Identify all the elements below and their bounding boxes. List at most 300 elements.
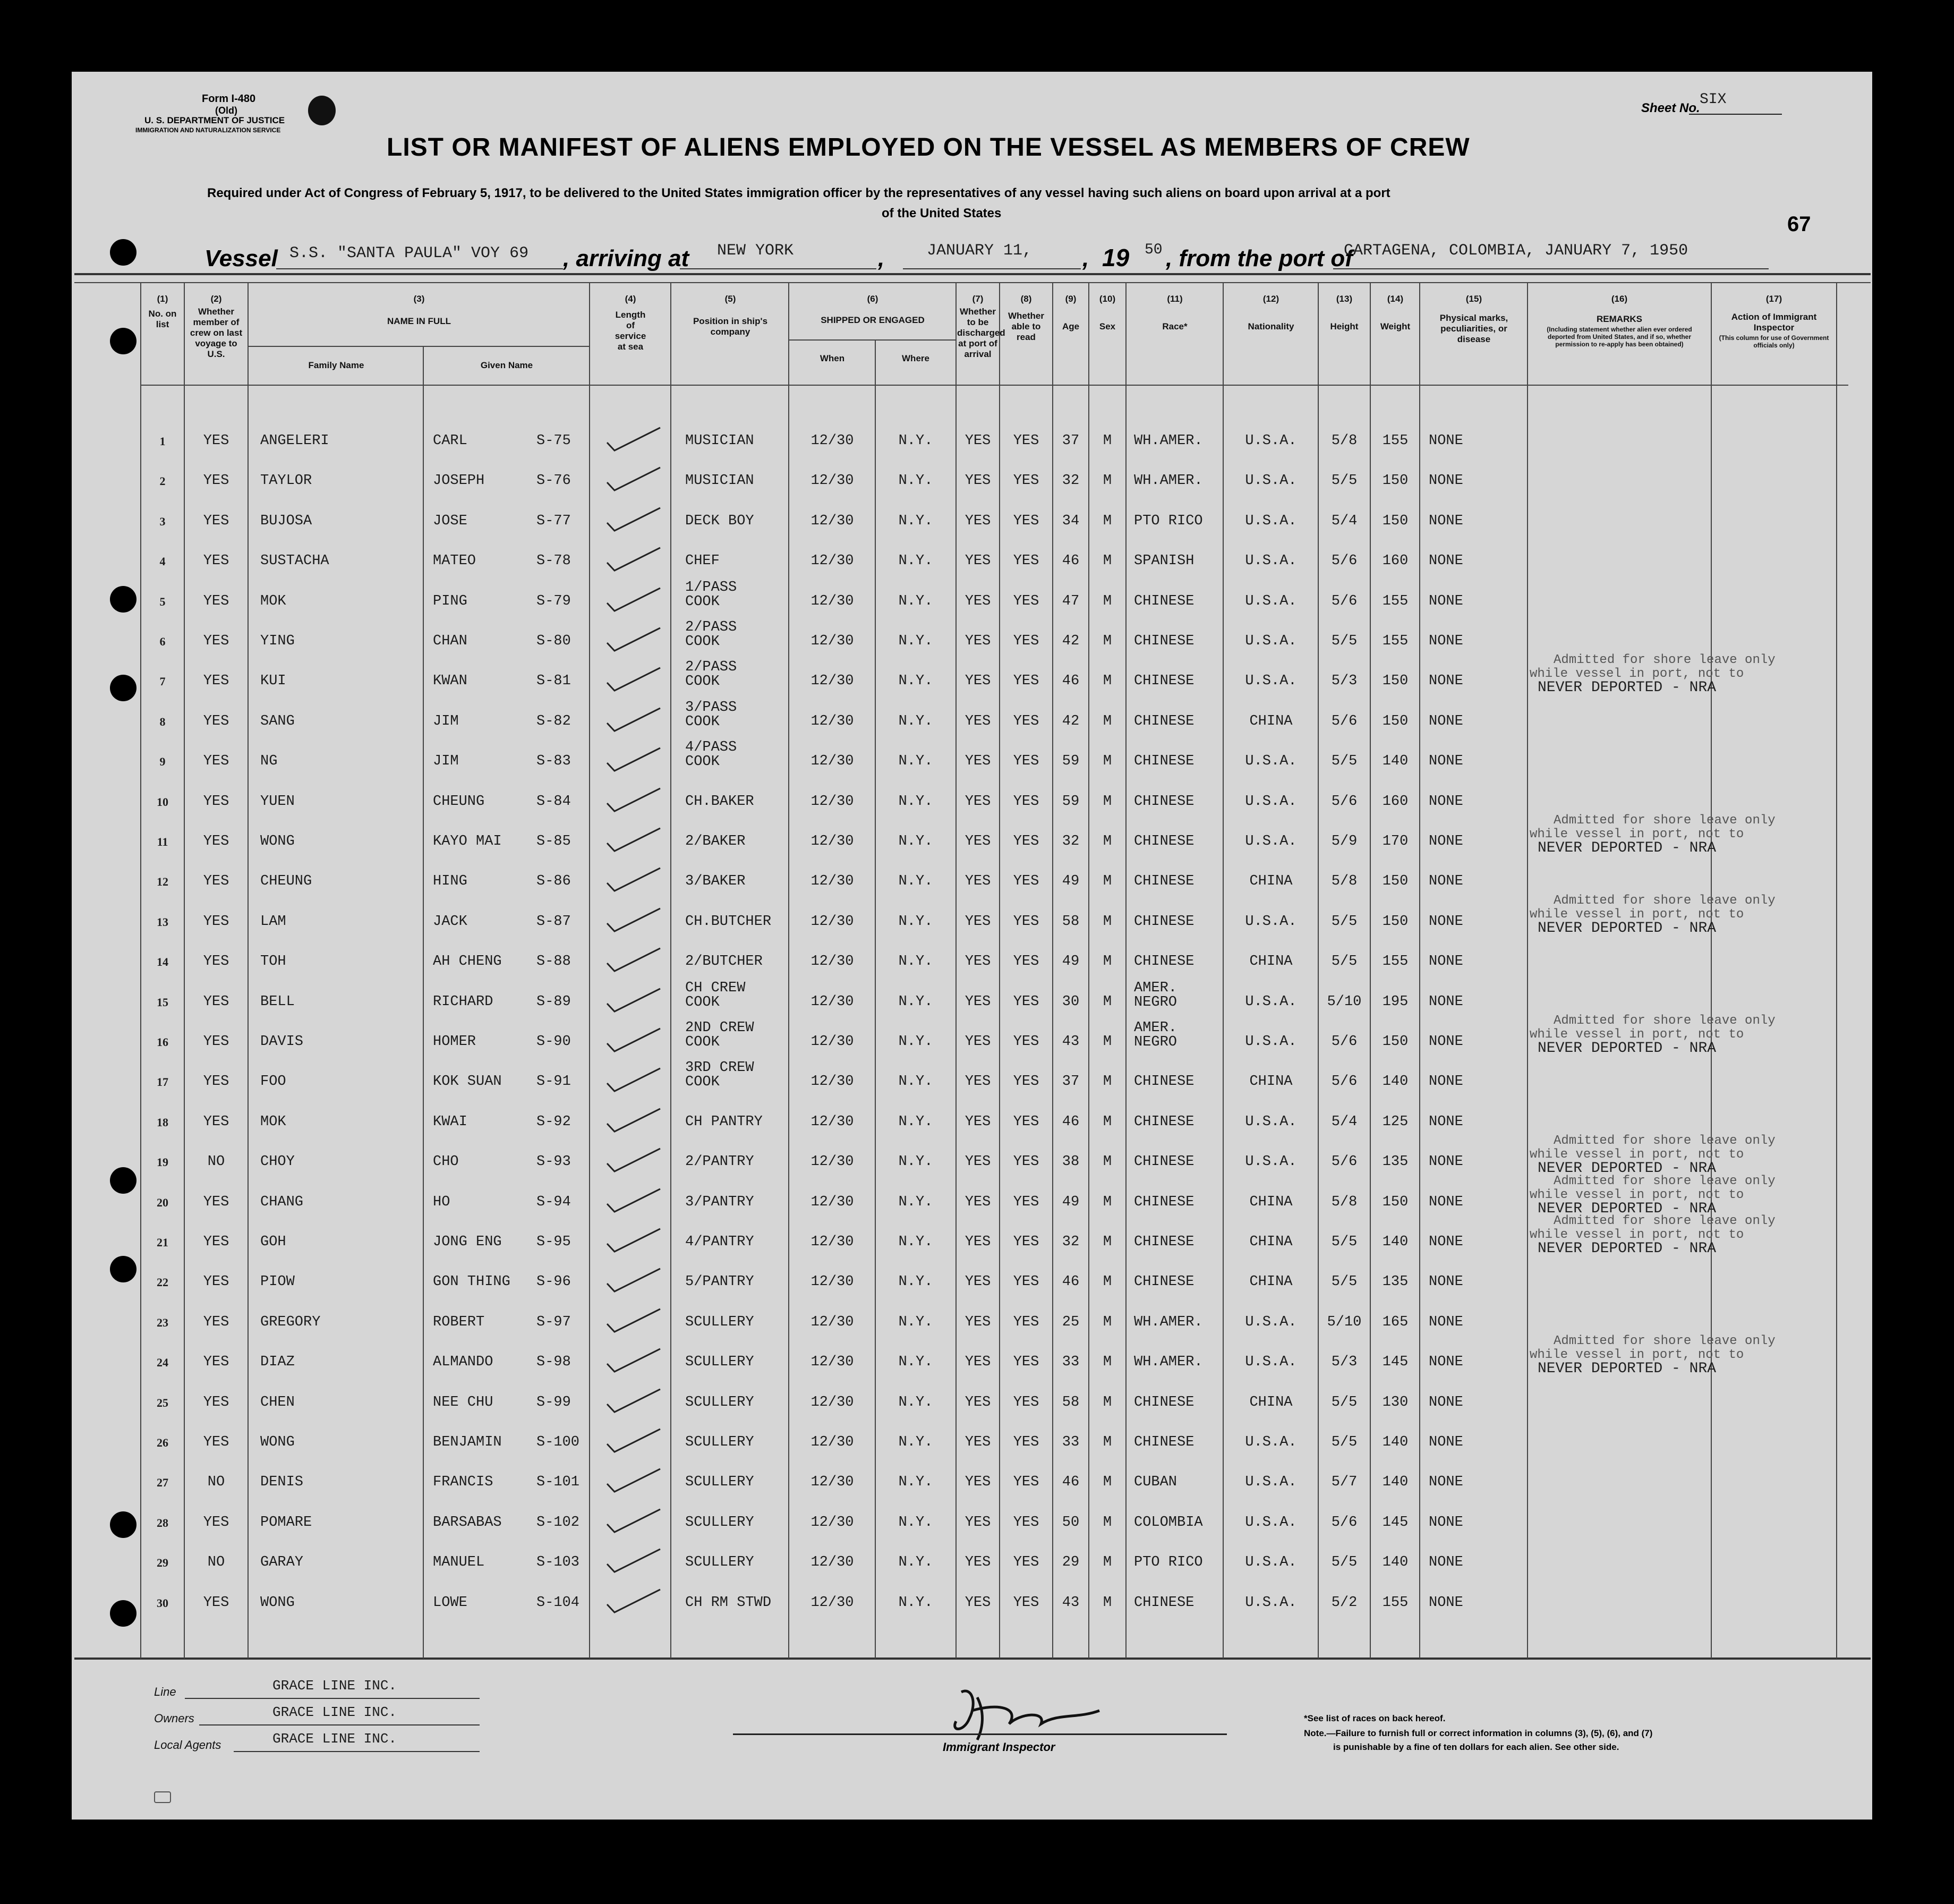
- family-name-cell: FOO: [260, 1074, 286, 1090]
- able-to-read-cell: YES: [1013, 1595, 1039, 1611]
- check-mark: [603, 1062, 667, 1099]
- remark-line: while vessel in port, not to: [1530, 1148, 1744, 1162]
- sheet-label: Sheet No.: [1641, 101, 1700, 115]
- given-name-cell: KOK SUAN: [433, 1074, 502, 1090]
- given-name-cell: GON THING: [433, 1274, 510, 1290]
- race-cell: CHINESE: [1134, 1274, 1194, 1290]
- height-cell: 5/5: [1331, 753, 1358, 769]
- row-number: 6: [159, 635, 166, 648]
- shipped-when-cell: 12/30: [810, 633, 854, 649]
- position-cell: 1/PASS COOK: [685, 580, 737, 610]
- physical-marks-cell: NONE: [1429, 914, 1463, 930]
- discharged-cell: YES: [965, 873, 991, 889]
- age-cell: 33: [1062, 1354, 1080, 1370]
- form-old: (Old): [215, 105, 237, 116]
- weight-cell: 145: [1382, 1354, 1409, 1370]
- given-name-cell: BENJAMIN: [433, 1434, 502, 1450]
- weight-cell: 140: [1382, 1074, 1409, 1090]
- discharged-cell: YES: [965, 513, 991, 529]
- col4-header: [591, 294, 670, 352]
- col-title: Age: [1062, 321, 1080, 332]
- nationality-cell: CHINA: [1249, 1395, 1293, 1410]
- family-name-cell: SANG: [260, 713, 295, 729]
- physical-marks-cell: NONE: [1429, 1234, 1463, 1250]
- able-to-read-cell: YES: [1013, 1314, 1039, 1330]
- given-name-cell: LOWE: [433, 1595, 467, 1611]
- shipped-where-cell: N.Y.: [898, 994, 933, 1010]
- nationality-cell: U.S.A.: [1245, 1434, 1297, 1450]
- shipped-when-cell: 12/30: [810, 994, 854, 1010]
- remark-line: Admitted for shore leave only: [1554, 1134, 1776, 1148]
- sex-cell: M: [1103, 1554, 1112, 1570]
- serial-cell: S-97: [536, 1314, 571, 1330]
- col-number: (1): [157, 294, 168, 304]
- height-cell: 5/5: [1331, 1234, 1358, 1250]
- race-cell: CHINESE: [1134, 1434, 1194, 1450]
- shipped-when-cell: 12/30: [810, 1354, 854, 1370]
- weight-cell: 140: [1382, 1474, 1409, 1490]
- prior-voyage-cell: NO: [207, 1554, 225, 1570]
- discharged-cell: YES: [965, 1314, 991, 1330]
- sex-cell: M: [1103, 1034, 1112, 1050]
- height-cell: 5/5: [1331, 954, 1358, 970]
- race-cell: WH.AMER.: [1134, 1314, 1203, 1330]
- able-to-read-cell: YES: [1013, 1554, 1039, 1570]
- shipped-where-cell: N.Y.: [898, 1314, 933, 1330]
- nationality-cell: U.S.A.: [1245, 1515, 1297, 1531]
- height-cell: 5/5: [1331, 1554, 1358, 1570]
- prior-voyage-cell: YES: [203, 1034, 229, 1050]
- position-cell: 2/PASS COOK: [685, 619, 737, 650]
- family-name-cell: MOK: [260, 593, 286, 609]
- shipped-where-cell: N.Y.: [898, 473, 933, 489]
- never-deported-stamp: NEVER DEPORTED - NRA: [1538, 679, 1717, 696]
- able-to-read-cell: YES: [1013, 914, 1039, 930]
- position-cell: 2/BUTCHER: [685, 954, 763, 970]
- check-mark: [603, 1342, 667, 1380]
- shipped-when-cell: 12/30: [810, 753, 854, 769]
- race-cell: CHINESE: [1134, 1154, 1194, 1170]
- serial-cell: S-96: [536, 1274, 571, 1290]
- inspector-line: [733, 1733, 1227, 1735]
- height-cell: 5/2: [1331, 1595, 1358, 1611]
- serial-cell: S-101: [536, 1474, 580, 1490]
- nationality-cell: U.S.A.: [1245, 1034, 1297, 1050]
- physical-marks-cell: NONE: [1429, 954, 1463, 970]
- remark-line: Admitted for shore leave only: [1554, 894, 1776, 908]
- check-mark: [603, 1383, 667, 1420]
- nationality-cell: U.S.A.: [1245, 1354, 1297, 1370]
- sex-cell: M: [1103, 1274, 1112, 1290]
- col1-header: [143, 294, 182, 330]
- discharged-cell: YES: [965, 1354, 991, 1370]
- weight-cell: 140: [1382, 1434, 1409, 1450]
- weight-cell: 125: [1382, 1114, 1409, 1130]
- sex-cell: M: [1103, 834, 1112, 849]
- given-name-cell: JIM: [433, 713, 459, 729]
- position-cell: SCULLERY: [685, 1314, 754, 1330]
- able-to-read-cell: YES: [1013, 553, 1039, 569]
- discharged-cell: YES: [965, 1554, 991, 1570]
- shipped-where-cell: N.Y.: [898, 914, 933, 930]
- row-number: 17: [157, 1075, 168, 1089]
- position-cell: SCULLERY: [685, 1354, 754, 1370]
- family-name-cell: WONG: [260, 1434, 295, 1450]
- race-cell: CHINESE: [1134, 1114, 1194, 1130]
- serial-cell: S-92: [536, 1114, 571, 1130]
- age-cell: 34: [1062, 513, 1080, 529]
- family-name-cell: BELL: [260, 994, 295, 1010]
- remark-line: while vessel in port, not to: [1530, 667, 1744, 681]
- height-cell: 5/5: [1331, 1274, 1358, 1290]
- agents-underline: [234, 1751, 480, 1752]
- row-number: 26: [157, 1436, 168, 1449]
- form-number: Form I-480: [202, 93, 256, 105]
- shipped-when-cell: 12/30: [810, 713, 854, 729]
- weight-cell: 150: [1382, 513, 1409, 529]
- row-number: 1: [159, 435, 166, 448]
- shipped-where-cell: N.Y.: [898, 1395, 933, 1410]
- owners-value: GRACE LINE INC.: [272, 1704, 397, 1720]
- family-name-cell: SUSTACHA: [260, 553, 329, 569]
- check-mark: [603, 1583, 667, 1620]
- nationality-cell: CHINA: [1249, 713, 1293, 729]
- col-number: (2): [210, 294, 222, 304]
- col-title: Weight: [1380, 321, 1411, 332]
- remark-annotation: [1530, 1014, 1776, 1056]
- race-cell: CUBAN: [1134, 1474, 1177, 1490]
- col14-header: [1371, 294, 1419, 332]
- shipped-when-cell: 12/30: [810, 873, 854, 889]
- discharged-cell: YES: [965, 433, 991, 449]
- col-number: (15): [1465, 294, 1482, 304]
- age-cell: 42: [1062, 713, 1080, 729]
- prior-voyage-cell: YES: [203, 1515, 229, 1531]
- age-cell: 58: [1062, 914, 1080, 930]
- col5-header: [672, 294, 788, 337]
- penalty-note-line2: is punishable by a fine of ten dollars for each alien. See other side.: [1333, 1742, 1619, 1752]
- col-subtitle: (This column for use of Government officials only): [1719, 334, 1829, 349]
- col9-header: [1054, 294, 1088, 332]
- weight-cell: 130: [1382, 1395, 1409, 1410]
- age-cell: 59: [1062, 753, 1080, 769]
- col-subtitle: (Including statement whether alien ever ordered deported from United States, and if so, whether permission to re-apply has been obtained): [1547, 326, 1692, 348]
- row-number: 19: [157, 1155, 168, 1169]
- race-cell: CHINESE: [1134, 1595, 1194, 1611]
- row-number: 24: [157, 1356, 168, 1369]
- height-cell: 5/5: [1331, 1434, 1358, 1450]
- check-mark: [603, 782, 667, 819]
- sex-cell: M: [1103, 1595, 1112, 1611]
- position-cell: SCULLERY: [685, 1395, 754, 1410]
- discharged-cell: YES: [965, 1274, 991, 1290]
- height-cell: 5/5: [1331, 914, 1358, 930]
- race-cell: WH.AMER.: [1134, 473, 1203, 489]
- family-name-cell: POMARE: [260, 1515, 312, 1531]
- height-cell: 5/4: [1331, 1114, 1358, 1130]
- shipped-where-cell: N.Y.: [898, 673, 933, 689]
- remark-line: Admitted for shore leave only: [1554, 1174, 1776, 1188]
- shipped-when-cell: 12/30: [810, 1554, 854, 1570]
- shipped-where-cell: N.Y.: [898, 794, 933, 810]
- race-cell: CHINESE: [1134, 673, 1194, 689]
- line-value: GRACE LINE INC.: [272, 1678, 397, 1694]
- family-name-cell: DIAZ: [260, 1354, 295, 1370]
- nationality-cell: CHINA: [1249, 1274, 1293, 1290]
- weight-cell: 150: [1382, 873, 1409, 889]
- sex-cell: M: [1103, 433, 1112, 449]
- height-cell: 5/4: [1331, 513, 1358, 529]
- age-cell: 29: [1062, 1554, 1080, 1570]
- row-number: 7: [159, 675, 166, 688]
- nationality-cell: U.S.A.: [1245, 433, 1297, 449]
- family-name-cell: CHOY: [260, 1154, 295, 1170]
- able-to-read-cell: YES: [1013, 1234, 1039, 1250]
- check-mark: [603, 942, 667, 979]
- prior-voyage-cell: YES: [203, 513, 229, 529]
- age-cell: 37: [1062, 1074, 1080, 1090]
- shipped-where-cell: N.Y.: [898, 1234, 933, 1250]
- discharged-cell: YES: [965, 1194, 991, 1210]
- shipped-where-cell: N.Y.: [898, 1595, 933, 1611]
- sex-cell: M: [1103, 753, 1112, 769]
- check-mark: [603, 1222, 667, 1260]
- form-dept: U. S. DEPARTMENT OF JUSTICE: [144, 115, 285, 125]
- height-cell: 5/7: [1331, 1474, 1358, 1490]
- discharged-cell: YES: [965, 954, 991, 970]
- race-cell: CHINESE: [1134, 593, 1194, 609]
- able-to-read-cell: YES: [1013, 1354, 1039, 1370]
- sex-cell: M: [1103, 1434, 1112, 1450]
- shipped-where-cell: N.Y.: [898, 753, 933, 769]
- remark-annotation: [1530, 1214, 1776, 1256]
- age-cell: 59: [1062, 794, 1080, 810]
- discharged-cell: YES: [965, 553, 991, 569]
- sex-cell: M: [1103, 593, 1112, 609]
- physical-marks-cell: NONE: [1429, 1274, 1463, 1290]
- shipped-where-cell: N.Y.: [898, 1554, 933, 1570]
- weight-cell: 170: [1382, 834, 1409, 849]
- sex-cell: M: [1103, 473, 1112, 489]
- subtitle-line1: Required under Act of Congress of February 5, 1917, to be delivered to the United States immigration officer by the representatives of any vessel having such aliens on board upon arrival at a port: [207, 186, 1390, 200]
- comma: ,: [878, 245, 885, 271]
- serial-cell: S-83: [536, 753, 571, 769]
- row-number: 28: [157, 1516, 168, 1529]
- nationality-cell: U.S.A.: [1245, 473, 1297, 489]
- position-cell: 4/PASS COOK: [685, 740, 737, 770]
- nationality-cell: CHINA: [1249, 954, 1293, 970]
- able-to-read-cell: YES: [1013, 473, 1039, 489]
- sheet-value: SIX: [1700, 91, 1727, 108]
- year-suffix: 50: [1145, 242, 1163, 258]
- sex-cell: M: [1103, 633, 1112, 649]
- serial-cell: S-76: [536, 473, 571, 489]
- age-cell: 47: [1062, 593, 1080, 609]
- nationality-cell: U.S.A.: [1245, 1314, 1297, 1330]
- given-name-cell: RICHARD: [433, 994, 493, 1010]
- col-number: (16): [1611, 294, 1628, 304]
- shipped-when-cell: 12/30: [810, 593, 854, 609]
- position-cell: MUSICIAN: [685, 433, 754, 449]
- from-port-label: , from the port of: [1166, 245, 1353, 271]
- shipped-where-cell: N.Y.: [898, 513, 933, 529]
- row-number: 4: [159, 555, 166, 568]
- physical-marks-cell: NONE: [1429, 553, 1463, 569]
- race-cell: CHINESE: [1134, 713, 1194, 729]
- position-cell: CH RM STWD: [685, 1595, 772, 1611]
- from-port-value: CARTAGENA, COLOMBIA, JANUARY 7, 1950: [1344, 242, 1688, 260]
- weight-cell: 150: [1382, 473, 1409, 489]
- given-name-cell: BARSABAS: [433, 1515, 502, 1531]
- shipped-when-cell: 12/30: [810, 1194, 854, 1210]
- check-mark: [603, 502, 667, 539]
- row-number: 18: [157, 1116, 168, 1129]
- given-name-cell: CHAN: [433, 633, 467, 649]
- weight-cell: 150: [1382, 1194, 1409, 1210]
- col2-header: [186, 294, 246, 360]
- sex-cell: M: [1103, 1515, 1112, 1531]
- serial-cell: S-99: [536, 1395, 571, 1410]
- able-to-read-cell: YES: [1013, 713, 1039, 729]
- serial-cell: S-87: [536, 914, 571, 930]
- position-cell: 2ND CREW COOK: [685, 1020, 754, 1050]
- sex-cell: M: [1103, 713, 1112, 729]
- position-cell: SCULLERY: [685, 1474, 754, 1490]
- given-name-cell: KWAN: [433, 673, 467, 689]
- able-to-read-cell: YES: [1013, 1274, 1039, 1290]
- col-title: No. on list: [148, 309, 177, 329]
- page-number: 67: [1787, 212, 1811, 236]
- check-mark: [603, 1183, 667, 1220]
- col-number: (3): [413, 294, 425, 304]
- prior-voyage-cell: YES: [203, 873, 229, 889]
- family-name-cell: CHEUNG: [260, 873, 312, 889]
- age-cell: 42: [1062, 633, 1080, 649]
- shipped-where-cell: N.Y.: [898, 834, 933, 849]
- physical-marks-cell: NONE: [1429, 1154, 1463, 1170]
- nationality-cell: U.S.A.: [1245, 994, 1297, 1010]
- prior-voyage-cell: YES: [203, 1274, 229, 1290]
- shipped-where-cell: N.Y.: [898, 1515, 933, 1531]
- col-title: Race*: [1162, 321, 1188, 332]
- col-number: (6): [867, 294, 878, 304]
- position-cell: MUSICIAN: [685, 473, 754, 489]
- col-number: (9): [1065, 294, 1077, 304]
- family-name-cell: LAM: [260, 914, 286, 930]
- discharged-cell: YES: [965, 834, 991, 849]
- row-number: 5: [159, 595, 166, 608]
- nationality-cell: U.S.A.: [1245, 834, 1297, 849]
- check-mark: [603, 541, 667, 579]
- age-cell: 46: [1062, 1114, 1080, 1130]
- prior-voyage-cell: YES: [203, 553, 229, 569]
- col-number: (5): [724, 294, 736, 304]
- height-cell: 5/6: [1331, 1034, 1358, 1050]
- given-name-cell: HOMER: [433, 1034, 476, 1050]
- col-number: (14): [1387, 294, 1404, 304]
- race-cell: CHINESE: [1134, 1395, 1194, 1410]
- prior-voyage-cell: YES: [203, 794, 229, 810]
- check-mark: [603, 822, 667, 859]
- check-mark: [603, 1262, 667, 1299]
- height-cell: 5/10: [1327, 1314, 1362, 1330]
- col-title: Sex: [1099, 321, 1116, 332]
- check-mark: [603, 582, 667, 619]
- col-number: (13): [1336, 294, 1353, 304]
- prior-voyage-cell: YES: [203, 633, 229, 649]
- prior-voyage-cell: YES: [203, 713, 229, 729]
- position-cell: 5/PANTRY: [685, 1274, 754, 1290]
- serial-cell: S-85: [536, 834, 571, 849]
- col7-header: [957, 294, 1005, 360]
- col12-header: [1224, 294, 1318, 332]
- row-number: 29: [157, 1556, 168, 1569]
- age-cell: 46: [1062, 553, 1080, 569]
- given-name-cell: JOSE: [433, 513, 467, 529]
- position-cell: CH PANTRY: [685, 1114, 763, 1130]
- position-cell: 3/PANTRY: [685, 1194, 754, 1210]
- row-number: 8: [159, 715, 166, 728]
- weight-cell: 155: [1382, 954, 1409, 970]
- family-name-cell: GOH: [260, 1234, 286, 1250]
- shipped-where-cell: N.Y.: [898, 1194, 933, 1210]
- position-cell: SCULLERY: [685, 1515, 754, 1531]
- given-name-cell: KWAI: [433, 1114, 467, 1130]
- height-cell: 5/6: [1331, 1074, 1358, 1090]
- col17-header: [1712, 294, 1836, 349]
- check-mark: [603, 862, 667, 899]
- serial-cell: S-84: [536, 794, 571, 810]
- discharged-cell: YES: [965, 1434, 991, 1450]
- family-name-cell: KUI: [260, 673, 286, 689]
- discharged-cell: YES: [965, 753, 991, 769]
- race-cell: CHINESE: [1134, 1194, 1194, 1210]
- col-title: Action of Immigrant Inspector: [1731, 312, 1817, 333]
- shipped-where-cell: N.Y.: [898, 553, 933, 569]
- position-cell: 2/PANTRY: [685, 1154, 754, 1170]
- height-cell: 5/3: [1331, 673, 1358, 689]
- sex-cell: M: [1103, 1194, 1112, 1210]
- race-cell: COLOMBIA: [1134, 1515, 1203, 1531]
- physical-marks-cell: NONE: [1429, 713, 1463, 729]
- serial-cell: S-80: [536, 633, 571, 649]
- row-number: 9: [159, 755, 166, 768]
- col-title: Whether to be discharged at port of arrival: [957, 307, 1005, 359]
- shipped-where-cell: N.Y.: [898, 1154, 933, 1170]
- weight-cell: 195: [1382, 994, 1409, 1010]
- age-cell: 30: [1062, 994, 1080, 1010]
- race-cell: WH.AMER.: [1134, 1354, 1203, 1370]
- serial-cell: S-78: [536, 553, 571, 569]
- position-cell: 3/PASS COOK: [685, 700, 737, 730]
- physical-marks-cell: NONE: [1429, 1114, 1463, 1130]
- race-cell: SPANISH: [1134, 553, 1194, 569]
- family-name-cell: CHEN: [260, 1395, 295, 1410]
- physical-marks-cell: NONE: [1429, 1395, 1463, 1410]
- able-to-read-cell: YES: [1013, 1074, 1039, 1090]
- remark-line: Admitted for shore leave only: [1554, 1334, 1776, 1348]
- serial-cell: S-86: [536, 873, 571, 889]
- serial-cell: S-79: [536, 593, 571, 609]
- weight-cell: 165: [1382, 1314, 1409, 1330]
- given-name-cell: ROBERT: [433, 1314, 485, 1330]
- row-number: 20: [157, 1196, 168, 1209]
- discharged-cell: YES: [965, 633, 991, 649]
- age-cell: 46: [1062, 673, 1080, 689]
- weight-cell: 150: [1382, 713, 1409, 729]
- serial-cell: S-88: [536, 954, 571, 970]
- inspector-label: Immigrant Inspector: [943, 1740, 1055, 1754]
